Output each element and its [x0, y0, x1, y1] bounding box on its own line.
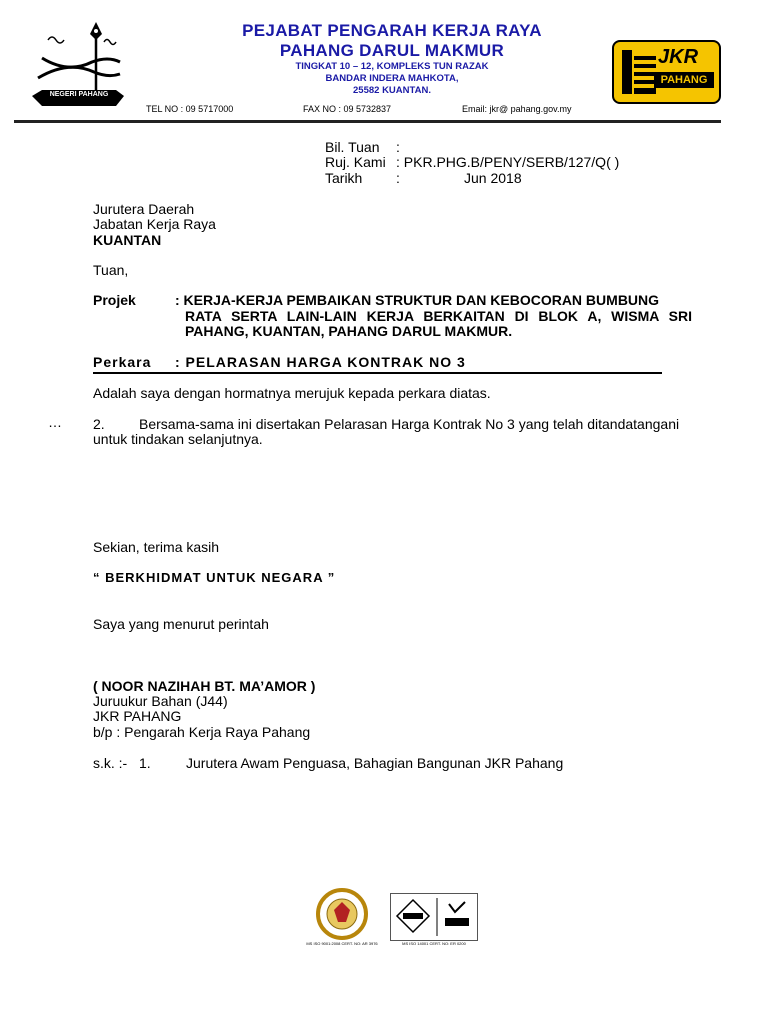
closing: Sekian, terima kasih: [93, 539, 220, 555]
header-fax: FAX NO : 09 5732837: [303, 104, 392, 114]
header-address-line2: BANDAR INDERA MAHKOTA,: [325, 73, 459, 84]
recipient-line1: Jurutera Daerah: [93, 201, 195, 217]
jkr-logo-main: JKR: [658, 46, 699, 68]
quality-cert-logo: [300, 888, 384, 952]
environmental-cert-caption: MS ISO 14001 CERT. NO: ER 0200: [402, 941, 466, 946]
paragraph2-line2: untuk tindakan selanjutnya.: [93, 431, 263, 447]
header-title-line1: PEJABAT PENGARAH KERJA RAYA: [242, 21, 542, 40]
projek-line2: RATA SERTA LAIN-LAIN KERJA BERKAITAN DI BLOK A, WISMA SRI: [185, 308, 692, 324]
sk-text: Jurutera Awam Penguasa, Bahagian Bangunan JKR Pahang: [186, 755, 564, 771]
ref-tarikh-colon: :: [396, 170, 400, 186]
header-email: Email: jkr@ pahang.gov.my: [462, 104, 572, 114]
motto: “ BERKHIDMAT UNTUK NEGARA ”: [93, 570, 336, 585]
margin-dots: …: [48, 414, 62, 430]
header-address-line1: TINGKAT 10 – 12, KOMPLEKS TUN RAZAK: [295, 61, 489, 72]
projek-line3: PAHANG, KUANTAN, PAHANG DARUL MAKMUR.: [185, 323, 513, 339]
signatory-bp: b/p : Pengarah Kerja Raya Pahang: [93, 724, 311, 740]
projek-label: Projek: [93, 292, 136, 308]
header-address-line3: 25582 KUANTAN.: [353, 85, 431, 96]
obedience: Saya yang menurut perintah: [93, 616, 269, 632]
header-tel: TEL NO : 09 5717000: [146, 104, 234, 114]
signatory-title: Juruukur Bahan (J44): [93, 693, 228, 709]
ref-bil-value: :: [396, 139, 400, 155]
jkr-logo-sub: PAHANG: [654, 72, 714, 88]
header-divider: [14, 120, 721, 123]
salutation: Tuan,: [93, 262, 129, 278]
signatory-name: ( NOOR NAZIHAH BT. MA’AMOR ): [93, 678, 316, 694]
ref-ruj-label: Ruj. Kami: [325, 154, 386, 170]
ref-bil-label: Bil. Tuan: [325, 139, 380, 155]
header-title-line2: PAHANG DARUL MAKMUR: [279, 41, 505, 60]
perkara-label: Perkara: [93, 354, 152, 370]
crest-banner-text: NEGERI PAHANG: [49, 91, 109, 98]
signatory-org: JKR PAHANG: [93, 708, 182, 724]
environmental-cert-logo: [390, 893, 478, 951]
ref-ruj-value: : PKR.PHG.B/PENY/SERB/127/Q( ): [396, 154, 620, 170]
perkara-value: : PELARASAN HARGA KONTRAK NO 3: [175, 354, 466, 370]
paragraph2-number: 2.: [93, 416, 105, 432]
ref-tarikh-label: Tarikh: [325, 170, 363, 186]
sk-label: s.k. :-: [93, 755, 128, 771]
state-crest-logo: [28, 20, 128, 115]
recipient-line3: KUANTAN: [93, 232, 162, 248]
ref-tarikh-value: Jun 2018: [464, 170, 522, 186]
sk-number: 1.: [139, 755, 151, 771]
quality-cert-caption: MS ISO 9001:2008 CERT. NO: AR 3976: [306, 941, 378, 946]
perkara-underline: [93, 372, 662, 374]
recipient-line2: Jabatan Kerja Raya: [93, 216, 216, 232]
jkr-logo: [612, 40, 721, 104]
paragraph2-line1: Bersama-sama ini disertakan Pelarasan Harga Kontrak No 3 yang telah ditandatangani: [139, 416, 680, 432]
projek-line1: : KERJA-KERJA PEMBAIKAN STRUKTUR DAN KEBOCORAN BUMBUNG: [175, 292, 660, 308]
paragraph1: Adalah saya dengan hormatnya merujuk kepada perkara diatas.: [93, 385, 491, 401]
